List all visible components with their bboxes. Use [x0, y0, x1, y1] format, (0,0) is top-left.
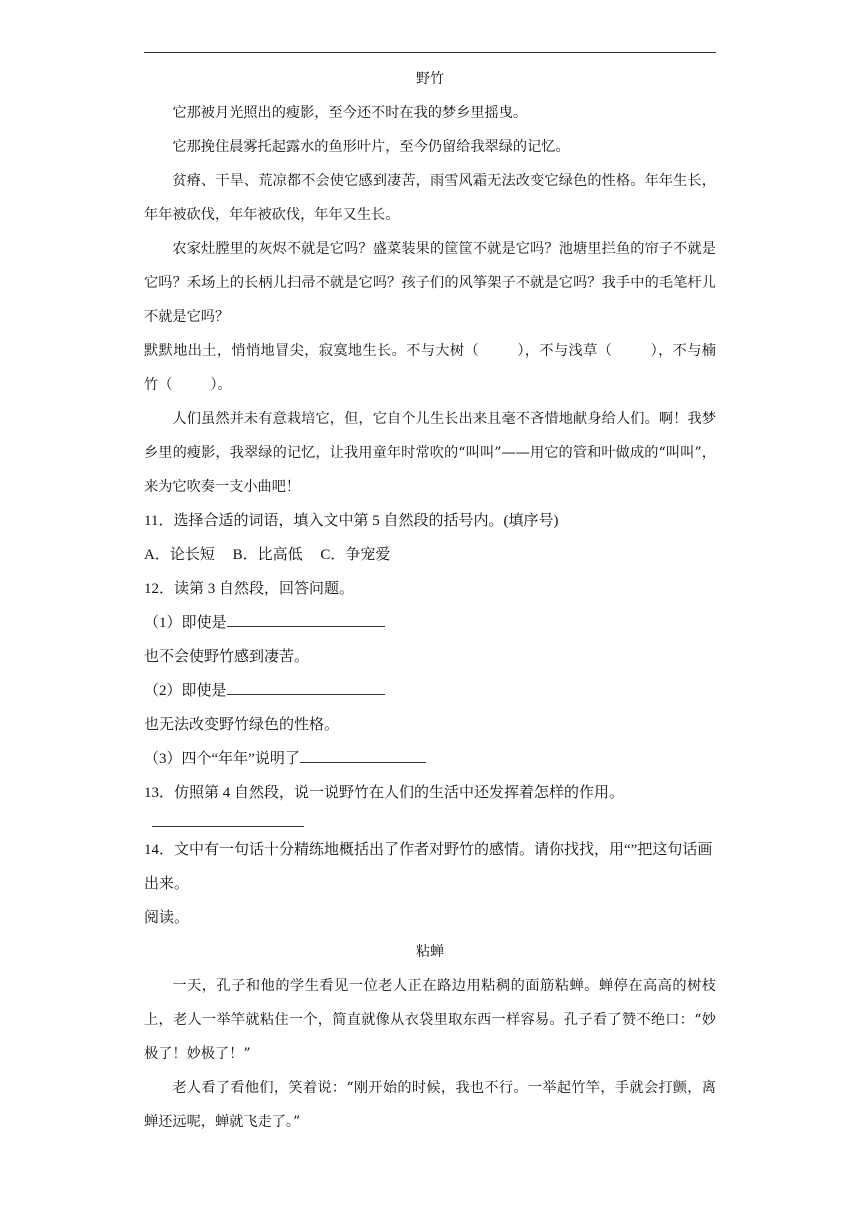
question-12-sub-3	[144, 742, 716, 776]
sub3-answer-blank[interactable]	[300, 748, 426, 763]
sub2-suffix: 也无法改变野竹绿色的性格。	[144, 717, 340, 733]
para5-part-a: 默默地出土，悄悄地冒尖，寂寞地生长。不与大树（	[144, 343, 480, 359]
option-a[interactable]: A．论长短	[144, 547, 215, 563]
poem-paragraph-2: 它那挽住晨雾托起露水的鱼形叶片，至今仍留给我翠绿的记忆。	[172, 139, 570, 155]
sub1-suffix: 也不会使野竹感到凄苦。	[144, 649, 310, 665]
sub2-prefix: （2）即使是	[144, 683, 227, 699]
document-page	[144, 62, 716, 1139]
poem-title: 野竹	[416, 71, 444, 87]
read-label: 阅读。	[144, 910, 190, 926]
story-paragraph-2: 老人看了看他们，笑着说：“刚开始的时候，我也不行。一举起竹竿，手就会打颤，离蝉还远呢，蝉就飞走了。”	[144, 1080, 716, 1130]
poem-paragraph-3: 贫瘠、干旱、荒凉都不会使它感到凄苦，雨雪风霜无法改变它绿色的性格。年年生长，年年被砍伐，年年被砍伐，年年又生长。	[144, 173, 716, 223]
sub1-answer-blank[interactable]	[227, 612, 385, 627]
question-14: 14．文中有一句话十分精练地概括出了作者对野竹的感情。请你找找，用“”把这句话画出来。	[144, 842, 713, 892]
poem-paragraph-5	[144, 334, 716, 402]
question-12: 12．读第 3 自然段，回答问题。	[144, 581, 355, 597]
sub2-answer-blank[interactable]	[227, 680, 385, 695]
question-11-options	[144, 538, 716, 572]
question-11: 11．选择合适的词语，填入文中第 5 自然段的括号内。(填序号)	[144, 513, 559, 529]
poem-paragraph-4: 农家灶膛里的灰烬不就是它吗？盛菜装果的筐筐不就是它吗？池塘里拦鱼的帘子不就是它吗？禾场上的长柄儿扫帚不就是它吗？孩子们的风筝架子不就是它吗？我手中的毛笔杆儿不就是它吗？	[144, 241, 716, 325]
para5-part-c: ），不与楠竹（	[144, 343, 716, 393]
sub3-prefix: （3）四个“年年”说明了	[144, 751, 300, 767]
option-b[interactable]: B．比高低	[232, 547, 303, 563]
question-13: 13．仿照第 4 自然段，说一说野竹在人们的生活中还发挥着怎样的作用。	[144, 785, 625, 801]
story-title: 粘蝉	[416, 944, 444, 960]
para5-part-b: ），不与浅草（	[517, 343, 613, 359]
question-12-sub-2	[144, 674, 716, 708]
sub1-prefix: （1）即使是	[144, 615, 227, 631]
question-13-answer-line[interactable]	[152, 826, 304, 827]
poem-paragraph-6: 人们虽然并未有意栽培它，但，它自个儿生长出来且毫不吝惜地献身给人们。啊！我梦乡里的瘦影，我翠绿的记忆，让我用童年时常吹的“叫叫”——用它的管和叶做成的“叫叫”，来为它吹奏一支小曲吧！	[144, 411, 716, 495]
header-rule	[144, 52, 716, 53]
para5-part-d: ）。	[210, 377, 232, 393]
question-12-sub-1	[144, 606, 716, 640]
option-c[interactable]: C．争宠爱	[320, 547, 391, 563]
poem-paragraph-1: 它那被月光照出的瘦影，至今还不时在我的梦乡里摇曳。	[172, 105, 528, 121]
story-paragraph-1: 一天，孔子和他的学生看见一位老人正在路边用粘稠的面筋粘蝉。蝉停在高高的树枝上，老人一举竿就粘住一个，简直就像从衣袋里取东西一样容易。孔子看了赞不绝口：“妙极了！妙极了！”	[144, 978, 716, 1062]
